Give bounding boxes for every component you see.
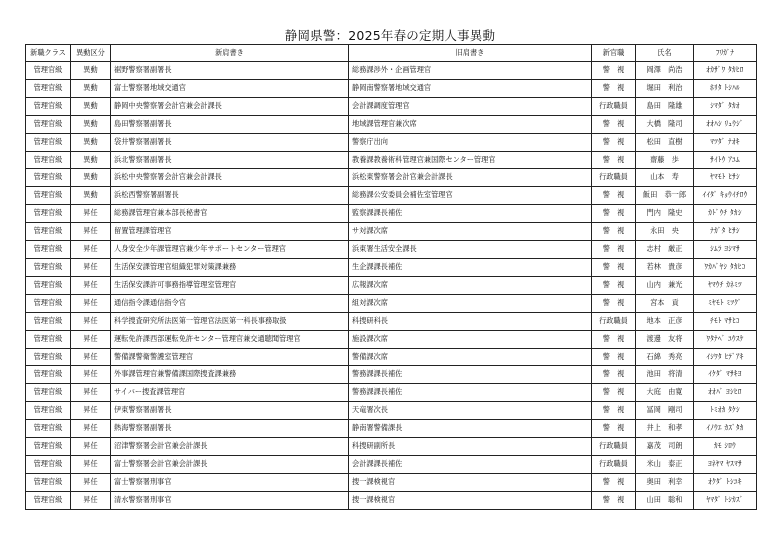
furigana-cell: ﾄﾐｵｶ ﾀｹｼ [694,402,757,420]
old-title-cell: 警務課課長補佐 [349,384,592,402]
new-title-cell: 警備課警衛警護室管理官 [111,348,349,366]
new-title-cell: 浜松中央警察署会計官兼会計課長 [111,169,349,187]
table-row [26,294,757,312]
new-title-cell: 浜北警察署副署長 [111,151,349,169]
new-title-cell: 富士警察署会計官兼会計課長 [111,455,349,473]
transfer-type-cell: 昇任 [71,276,111,294]
old-title-cell: サ対課次席 [349,223,592,241]
new-rank-cell: 警 視 [592,384,636,402]
new-class-cell: 管理官級 [26,133,71,151]
furigana-cell: ﾐﾔﾓﾄ ﾐﾂｸﾞ [694,294,757,312]
transfer-type-cell: 昇任 [71,491,111,509]
old-title-cell: 会計課調度管理官 [349,97,592,115]
transfer-type-cell: 昇任 [71,438,111,456]
transfer-type-cell: 異動 [71,133,111,151]
name-cell: 飯田 恭一郎 [636,187,694,205]
name-cell: 志村 厳正 [636,241,694,259]
transfer-type-cell: 昇任 [71,348,111,366]
name-cell: 井上 和孝 [636,420,694,438]
header-transfer-type: 異動区分 [71,45,111,62]
old-title-cell: 警察庁出向 [349,133,592,151]
table-row [26,205,757,223]
transfer-type-cell: 昇任 [71,455,111,473]
header-old-title: 旧肩書き [349,45,592,62]
furigana-cell: ﾁﾓﾄ ﾏｻﾋｺ [694,312,757,330]
transfer-type-cell: 昇任 [71,205,111,223]
old-title-cell: 静南署警備課長 [349,420,592,438]
new-class-cell: 管理官級 [26,151,71,169]
new-rank-cell: 警 視 [592,473,636,491]
header-new-title: 新肩書き [111,45,349,62]
name-cell: 永田 央 [636,223,694,241]
transfer-type-cell: 昇任 [71,384,111,402]
new-class-cell: 管理官級 [26,276,71,294]
name-cell: 大庭 由寛 [636,384,694,402]
table-row [26,133,757,151]
name-cell: 宮本 貢 [636,294,694,312]
transfer-type-cell: 異動 [71,97,111,115]
old-title-cell: 会計課課長補佐 [349,455,592,473]
table-row [26,366,757,384]
transfer-type-cell: 異動 [71,115,111,133]
new-class-cell: 管理官級 [26,258,71,276]
new-rank-cell: 行政職員 [592,455,636,473]
name-cell: 冨岡 剛司 [636,402,694,420]
old-title-cell: 総務課公安委員会補佐室管理官 [349,187,592,205]
new-class-cell: 管理官級 [26,223,71,241]
table-row [26,384,757,402]
furigana-cell: ｲｲﾀﾞ ｷｮｳｲﾁﾛｳ [694,187,757,205]
table-row [26,241,757,259]
table-row [26,169,757,187]
table-row [26,79,757,97]
old-title-cell: 生企課課長補佐 [349,258,592,276]
new-title-cell: 裾野警察署副署長 [111,62,349,80]
new-rank-cell: 警 視 [592,402,636,420]
new-class-cell: 管理官級 [26,455,71,473]
name-cell: 山本 寿 [636,169,694,187]
table-header-row [26,45,757,62]
name-cell: 岡澤 尚浩 [636,62,694,80]
new-class-cell: 管理官級 [26,402,71,420]
old-title-cell: 警備課次席 [349,348,592,366]
new-rank-cell: 警 視 [592,79,636,97]
transfer-type-cell: 異動 [71,62,111,80]
new-class-cell: 管理官級 [26,384,71,402]
old-title-cell: 警務課課長補佐 [349,366,592,384]
header-new-rank: 新官職 [592,45,636,62]
new-class-cell: 管理官級 [26,62,71,80]
transfer-type-cell: 昇任 [71,223,111,241]
table-row [26,223,757,241]
new-class-cell: 管理官級 [26,97,71,115]
name-cell: 齋藤 歩 [636,151,694,169]
table-row [26,115,757,133]
new-class-cell: 管理官級 [26,438,71,456]
new-class-cell: 管理官級 [26,169,71,187]
furigana-cell: ﾔﾏﾓﾄ ﾋｻｼ [694,169,757,187]
new-title-cell: 人身安全少年課管理官兼少年サポートセンター管理官 [111,241,349,259]
new-rank-cell: 行政職員 [592,169,636,187]
transfer-type-cell: 異動 [71,187,111,205]
new-title-cell: 伊東警察署副署長 [111,402,349,420]
new-class-cell: 管理官級 [26,241,71,259]
header-new-class: 新職クラス [26,45,71,62]
transfer-type-cell: 昇任 [71,473,111,491]
table-row [26,312,757,330]
table-row [26,438,757,456]
new-title-cell: 熱海警察署副署長 [111,420,349,438]
old-title-cell: 広報課次席 [349,276,592,294]
old-title-cell: 科捜研副所長 [349,438,592,456]
furigana-cell: ﾜﾀﾅﾍﾞ ﾕｳｽｹ [694,330,757,348]
furigana-cell: ﾖﾈﾔﾏ ﾔｽﾏｻ [694,455,757,473]
name-cell: 若林 貴彦 [636,258,694,276]
new-class-cell: 管理官級 [26,348,71,366]
transfer-type-cell: 異動 [71,169,111,187]
new-title-cell: 生活保安課許可事務指導管理室管理官 [111,276,349,294]
new-rank-cell: 行政職員 [592,312,636,330]
table-row [26,420,757,438]
old-title-cell: 総務課渉外・企画管理官 [349,62,592,80]
new-title-cell: 静岡中央警察署会計官兼会計課長 [111,97,349,115]
table-row [26,402,757,420]
old-title-cell: 地域課管理官兼次席 [349,115,592,133]
furigana-cell: ｲｼﾜﾀ ﾋﾃﾞｱｷ [694,348,757,366]
new-class-cell: 管理官級 [26,79,71,97]
header-name: 氏名 [636,45,694,62]
new-class-cell: 管理官級 [26,366,71,384]
new-title-cell: 運転免許課西部運転免許センター管理官兼交通聴聞管理官 [111,330,349,348]
table-row [26,97,757,115]
old-title-cell: 捜一課検視官 [349,473,592,491]
furigana-cell: ｶﾄﾞｳﾁ ﾀｶｼ [694,205,757,223]
name-cell: 米山 泰正 [636,455,694,473]
transfer-type-cell: 昇任 [71,420,111,438]
table-row [26,151,757,169]
name-cell: 奥田 利幸 [636,473,694,491]
transfer-type-cell: 昇任 [71,294,111,312]
old-title-cell: 天竜署次長 [349,402,592,420]
new-class-cell: 管理官級 [26,420,71,438]
new-rank-cell: 警 視 [592,151,636,169]
name-cell: 島田 隆雄 [636,97,694,115]
new-rank-cell: 行政職員 [592,97,636,115]
header-furigana: ﾌﾘｶﾞﾅ [694,45,757,62]
new-rank-cell: 警 視 [592,420,636,438]
name-cell: 石綿 秀亮 [636,348,694,366]
new-title-cell: 留置管理課管理官 [111,223,349,241]
new-rank-cell: 警 視 [592,294,636,312]
new-title-cell: 浜松西警察署副署長 [111,187,349,205]
table-row [26,473,757,491]
new-title-cell: 島田警察署副署長 [111,115,349,133]
new-title-cell: 富士警察署地域交通官 [111,79,349,97]
transfer-type-cell: 異動 [71,79,111,97]
new-class-cell: 管理官級 [26,473,71,491]
new-class-cell: 管理官級 [26,491,71,509]
furigana-cell: ﾔﾏｳﾁ ｶﾈﾐﾂ [694,276,757,294]
transfer-type-cell: 昇任 [71,366,111,384]
new-class-cell: 管理官級 [26,330,71,348]
new-rank-cell: 警 視 [592,187,636,205]
name-cell: 堀田 利治 [636,79,694,97]
table-row [26,491,757,509]
furigana-cell: ﾎﾘﾀ ﾄｼﾊﾙ [694,79,757,97]
new-rank-cell: 警 視 [592,62,636,80]
name-cell: 渡邊 友将 [636,330,694,348]
new-rank-cell: 警 視 [592,241,636,259]
furigana-cell: ｵｵﾊﾞ ﾖｼﾋﾛ [694,384,757,402]
name-cell: 大橋 隆司 [636,115,694,133]
new-rank-cell: 警 視 [592,276,636,294]
new-rank-cell: 行政職員 [592,438,636,456]
new-rank-cell: 警 視 [592,491,636,509]
name-cell: 池田 将清 [636,366,694,384]
new-rank-cell: 警 視 [592,330,636,348]
new-title-cell: 袋井警察署副署長 [111,133,349,151]
furigana-cell: ｲﾉｳｴ ｶｽﾞﾀｶ [694,420,757,438]
name-cell: 山内 兼光 [636,276,694,294]
furigana-cell: ｶﾓ ｼﾛｳ [694,438,757,456]
name-cell: 嘉茂 司朗 [636,438,694,456]
furigana-cell: ﾔﾏﾀﾞ ﾄｼｶｽﾞ [694,491,757,509]
name-cell: 門内 隆史 [636,205,694,223]
new-title-cell: 富士警察署刑事官 [111,473,349,491]
new-title-cell: 通信指令課通信指令官 [111,294,349,312]
new-title-cell: サイバー捜査課管理官 [111,384,349,402]
new-class-cell: 管理官級 [26,294,71,312]
old-title-cell: 浜松東警察署会計官兼会計課長 [349,169,592,187]
name-cell: 山田 聡和 [636,491,694,509]
personnel-table [25,44,757,510]
new-class-cell: 管理官級 [26,312,71,330]
furigana-cell: ﾜｶﾊﾞﾔｼ ﾀｶﾋｺ [694,258,757,276]
new-class-cell: 管理官級 [26,115,71,133]
new-title-cell: 外事課管理官兼警備課国際捜査課兼務 [111,366,349,384]
new-rank-cell: 警 視 [592,205,636,223]
furigana-cell: ﾅｶﾞﾀ ﾋｻｼ [694,223,757,241]
new-title-cell: 科学捜査研究所法医第一管理官法医第一科長事務取扱 [111,312,349,330]
table-row [26,258,757,276]
new-rank-cell: 警 視 [592,223,636,241]
transfer-type-cell: 昇任 [71,258,111,276]
transfer-type-cell: 異動 [71,151,111,169]
new-title-cell: 清水警察署刑事官 [111,491,349,509]
new-rank-cell: 警 視 [592,133,636,151]
table-row [26,187,757,205]
old-title-cell: 監察課課長補佐 [349,205,592,223]
furigana-cell: ｼﾏﾀﾞ ﾀｶｵ [694,97,757,115]
new-rank-cell: 警 視 [592,366,636,384]
table-row [26,276,757,294]
name-cell: 松田 直樹 [636,133,694,151]
name-cell: 地本 正彦 [636,312,694,330]
new-title-cell: 生活保安課管理官組織犯罪対策課兼務 [111,258,349,276]
new-class-cell: 管理官級 [26,187,71,205]
new-title-cell: 沼津警察署会計官兼会計課長 [111,438,349,456]
old-title-cell: 科捜研科長 [349,312,592,330]
old-title-cell: 施設課次席 [349,330,592,348]
document-title: 静岡県警：2025年春の定期人事異動 [284,28,496,43]
furigana-cell: ｵｵﾊｼ ﾘｭｳｼﾞ [694,115,757,133]
new-class-cell: 管理官級 [26,205,71,223]
table-row [26,62,757,80]
table-row [26,455,757,473]
table-row [26,330,757,348]
furigana-cell: ｵｸﾀﾞ ﾄｼﾕｷ [694,473,757,491]
new-rank-cell: 警 視 [592,115,636,133]
transfer-type-cell: 昇任 [71,241,111,259]
old-title-cell: 静岡南警察署地域交通官 [349,79,592,97]
furigana-cell: ｼﾑﾗ ﾖｼﾏｻ [694,241,757,259]
transfer-type-cell: 昇任 [71,330,111,348]
old-title-cell: 捜一課検視官 [349,491,592,509]
new-title-cell: 総務課管理官兼本部長秘書官 [111,205,349,223]
transfer-type-cell: 昇任 [71,402,111,420]
furigana-cell: ｲｹﾀﾞ ﾏｻｷﾖ [694,366,757,384]
new-rank-cell: 警 視 [592,348,636,366]
table-row [26,348,757,366]
old-title-cell: 組対課次席 [349,294,592,312]
furigana-cell: ｻｲﾄｳ ｱﾕﾑ [694,151,757,169]
transfer-type-cell: 昇任 [71,312,111,330]
new-rank-cell: 警 視 [592,258,636,276]
old-title-cell: 教養課教養術科管理官兼国際センター管理官 [349,151,592,169]
furigana-cell: ﾏﾂﾀﾞ ﾅｵｷ [694,133,757,151]
furigana-cell: ｵｶｻﾞﾜ ﾀｶﾋﾛ [694,62,757,80]
old-title-cell: 浜東署生活安全課長 [349,241,592,259]
